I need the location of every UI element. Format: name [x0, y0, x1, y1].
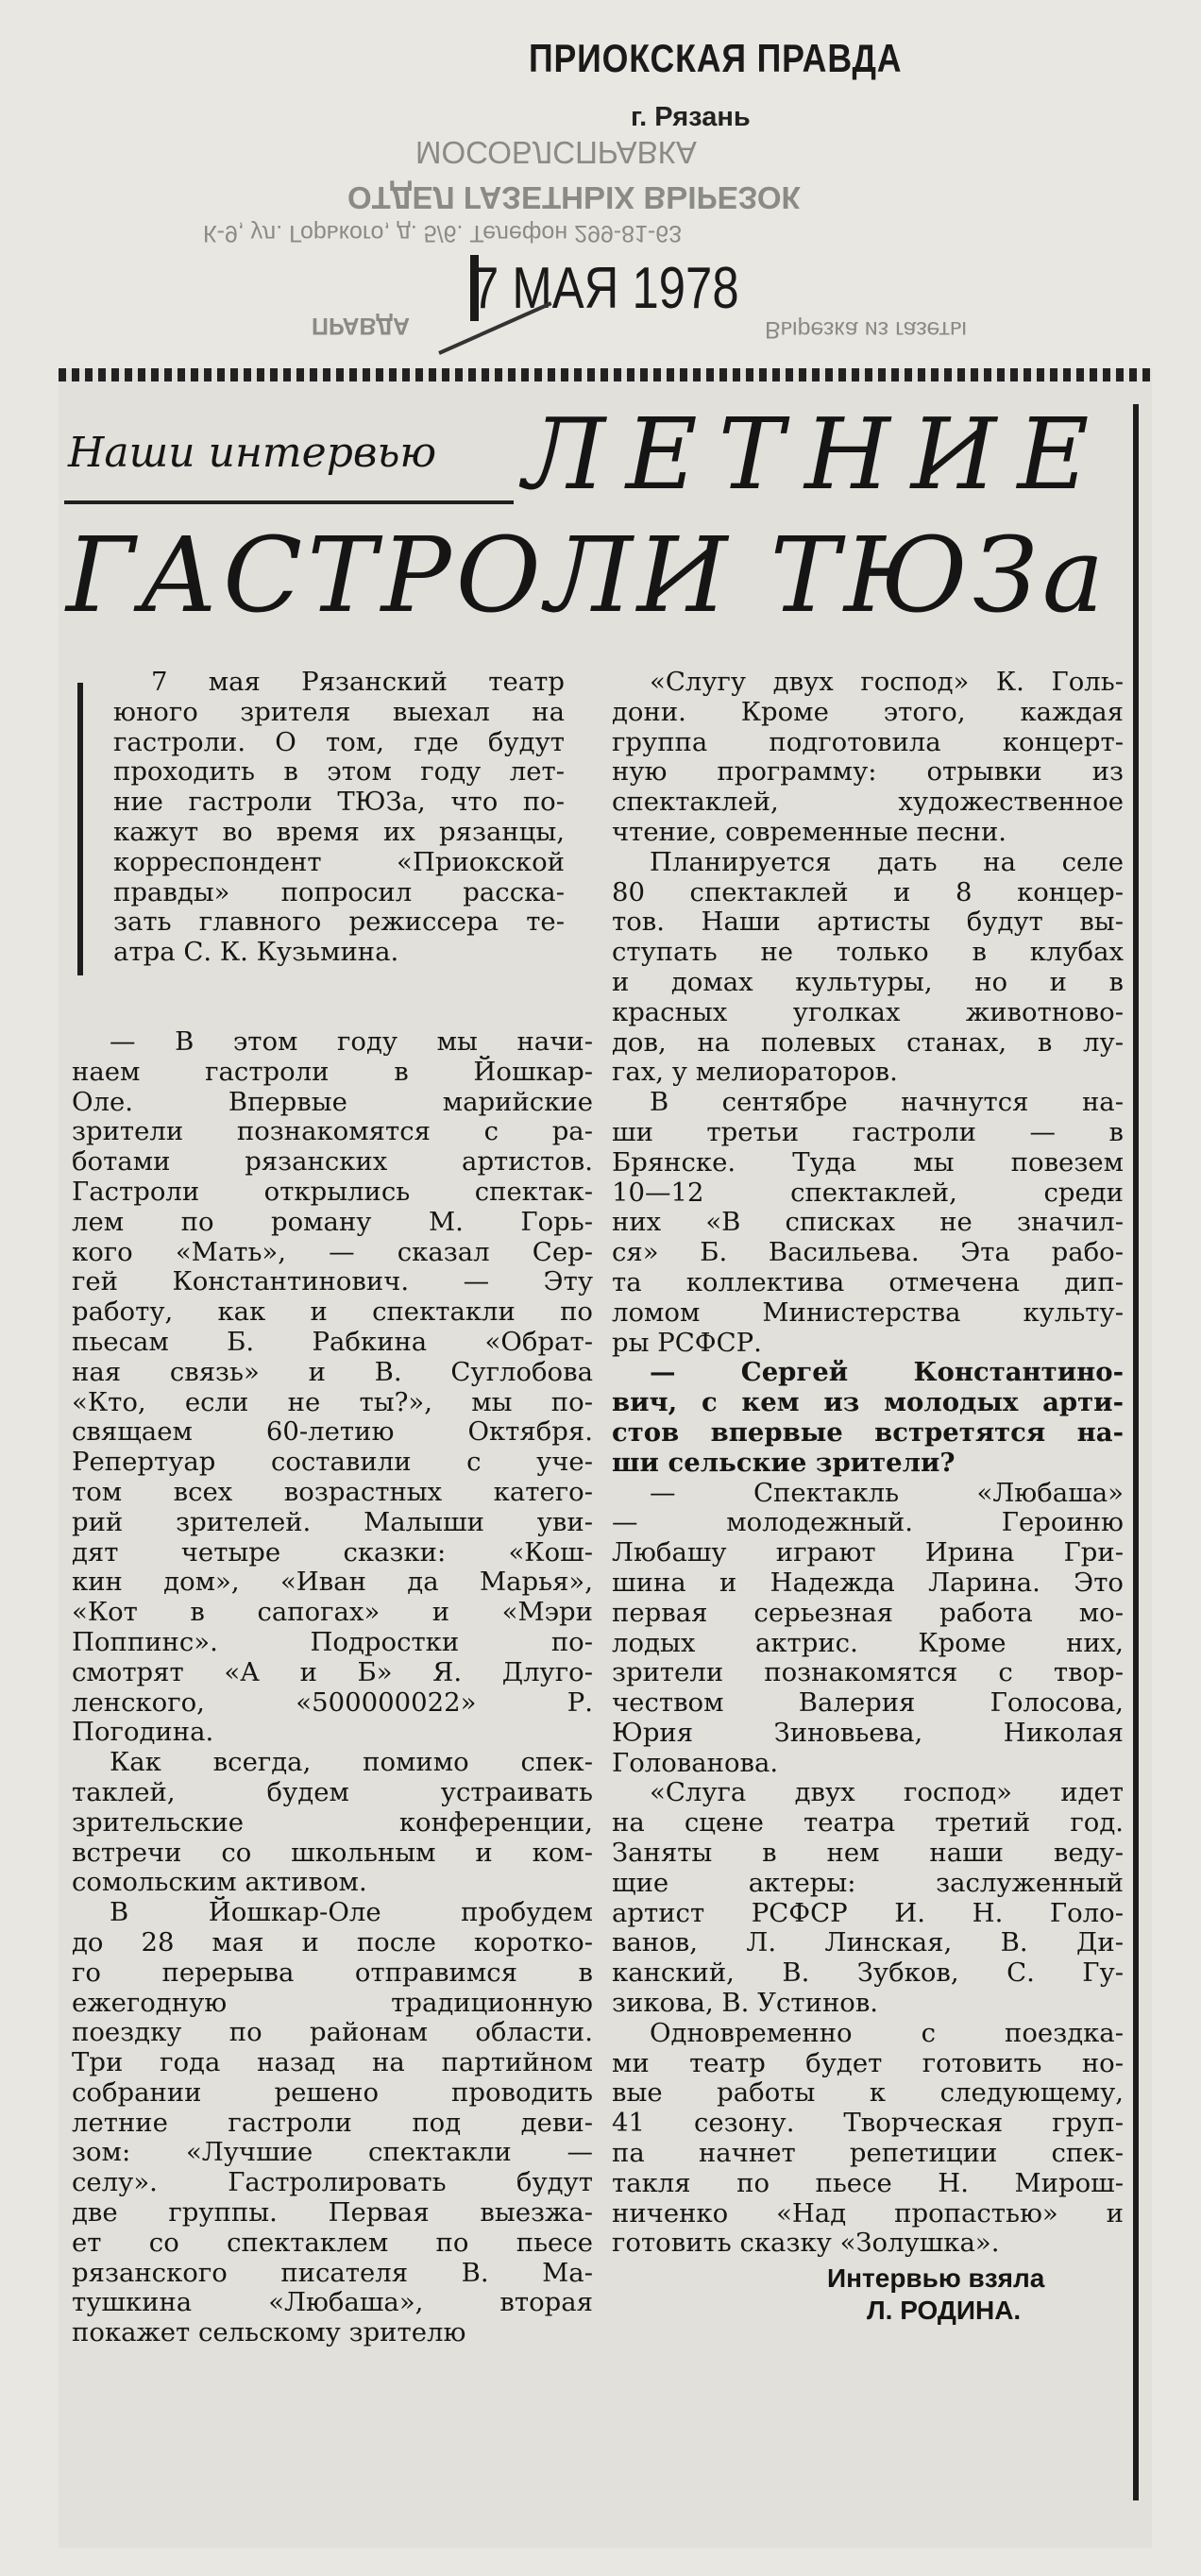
article-column-right	[612, 668, 1124, 2327]
text-line: па начнет репетиции спек-	[612, 2138, 1124, 2169]
text-line: свящаем 60-летию Октября.	[72, 1416, 593, 1448]
text-line: Планируется дать на селе	[650, 846, 1124, 877]
text-line: зикова, В. Устинов.	[612, 1988, 879, 2019]
text-line: артист РСФСР И. Н. Голо-	[612, 1897, 1124, 1928]
text-line: Любашу играют Ирина Гри-	[612, 1537, 1124, 1568]
text-line: проходить в этом году лет-	[113, 756, 565, 788]
text-line: канский, В. Зубков, С. Гу-	[612, 1957, 1124, 1989]
text-line: пьесам Б. Рабкина «Обрат-	[72, 1326, 593, 1357]
text-line: группа подготовила концерт-	[612, 726, 1124, 757]
text-line: — Сергей Константино-	[650, 1357, 1124, 1388]
text-line: Три года назад на партийном	[72, 2047, 593, 2078]
department-name-mirrored: ОТДЕЛ ГАЗЕТНЫХ ВЫРЕЗОК	[347, 180, 801, 215]
text-line: ная связь» и В. Суглобова	[72, 1356, 593, 1387]
text-line: 7 мая Рязанский театр	[151, 667, 565, 697]
article-paragraph	[72, 1748, 593, 1898]
text-line: Поппинс». Подростки по-	[72, 1626, 593, 1657]
text-line: первая серьезная работа мо-	[612, 1597, 1124, 1628]
text-line: ры РСФСР.	[612, 1327, 762, 1358]
text-line: собрании решено проводить	[72, 2076, 593, 2108]
text-line: кин дом», «Иван да Марья»,	[72, 1567, 593, 1598]
text-line: чтение, современные песни.	[612, 816, 1007, 847]
headline-line-2: ГАСТРОЛИ ТЮЗа	[66, 515, 1109, 636]
text-line: Оле. Впервые марийские	[72, 1086, 593, 1117]
agency-name-mirrored: МОСОБЛСПРАВКА	[415, 135, 697, 170]
text-line: ниченко «Над пропастью» и	[612, 2197, 1124, 2229]
text-line: лем по роману М. Горь-	[72, 1206, 593, 1237]
clipping-label-mirrored: Вырезка из газеты	[765, 316, 967, 343]
text-line: В Йошкар-Оле пробудем	[110, 1897, 593, 1928]
text-line: ние гастроли ТЮЗа, что по-	[113, 787, 565, 818]
article-clipping	[59, 368, 1152, 2548]
perforated-edge	[59, 368, 1152, 381]
text-line: такля по пьесе Н. Мирош-	[612, 2167, 1124, 2198]
text-line: гах, у мелиораторов.	[612, 1057, 898, 1088]
newspaper-city: г. Рязань	[631, 102, 751, 132]
text-line: встречи со школьным и ком-	[72, 1837, 593, 1868]
text-line: дов, на полевых станах, в лу-	[612, 1026, 1124, 1058]
column-rule	[1133, 404, 1139, 2500]
text-line: ежегодную традиционную	[72, 1987, 593, 2018]
text-line: ши сельские зрители?	[612, 1447, 956, 1478]
article-paragraph	[72, 1027, 593, 1748]
byline-caption: Интервью взяла	[827, 2263, 1045, 2294]
text-line: та коллектива отмечена дип-	[612, 1266, 1124, 1297]
text-line: ши третьи гастроли — в	[612, 1116, 1124, 1147]
text-line: ванов, Л. Линская, В. Ди-	[612, 1927, 1124, 1958]
intro-marker-bar	[77, 683, 83, 975]
article-column-left	[72, 1027, 593, 2348]
article-paragraph	[612, 1358, 1124, 1478]
article-paragraph	[612, 1778, 1124, 2018]
text-line: ломом Министерства культу-	[612, 1296, 1124, 1328]
clipping-date: 7 МАЯ 1978	[472, 256, 739, 321]
headline-line-1: ЛЕТНИЕ	[523, 397, 1110, 512]
text-line: поездку по районам области.	[72, 2017, 593, 2048]
agency-address-mirrored: К-9, ул. Горького, д. 5/6. Телефон 299-81-63	[203, 220, 683, 246]
text-line: зать главного режиссера те-	[113, 907, 565, 938]
text-line: атра С. К. Кузьмина.	[113, 937, 399, 968]
text-line: В сентябре начнутся на-	[650, 1087, 1124, 1118]
text-line: — молодежный. Героиню	[612, 1507, 1124, 1538]
byline	[612, 2262, 1124, 2327]
text-line: Голованова.	[612, 1747, 779, 1778]
text-line: рязанского писателя В. Ма-	[72, 2257, 593, 2288]
text-line: смотрят «А и Б» Я. Длуго-	[72, 1656, 593, 1687]
article-paragraph	[612, 1479, 1124, 1779]
text-line: дони. Кроме этого, каждая	[612, 696, 1124, 727]
text-line: «Кто, если не ты?», мы по-	[72, 1386, 593, 1417]
text-line: ся» Б. Васильева. Эта рабо-	[612, 1237, 1124, 1268]
text-line: го перерыва отправимся в	[72, 1957, 593, 1988]
text-line: Погодина.	[72, 1717, 214, 1748]
rubric-label: Наши интервью	[68, 429, 437, 477]
text-line: покажет сельскому зрителю	[72, 2317, 466, 2348]
text-line: наем гастроли в Йошкар-	[72, 1056, 593, 1087]
text-line: кажут во время их рязанцы,	[113, 816, 565, 847]
text-line: Юрия Зиновьева, Николая	[612, 1717, 1124, 1748]
text-line: Репертуар составили с уче-	[72, 1447, 593, 1478]
article-paragraph	[612, 2019, 1124, 2259]
text-line: 10—12 спектаклей, среди	[612, 1177, 1124, 1208]
text-line: ступать не только в клубах	[612, 937, 1124, 968]
text-line: ми театр будет готовить но-	[612, 2047, 1124, 2078]
text-line: рий зрителей. Малыши уви-	[72, 1506, 593, 1537]
text-line: зрительские конференции,	[72, 1806, 593, 1838]
text-line: Брянске. Туда мы повезем	[612, 1146, 1124, 1178]
text-line: — Спектакль «Любаша»	[650, 1477, 1124, 1508]
article-paragraph	[612, 848, 1124, 1088]
text-line: лодых актрис. Кроме них,	[612, 1627, 1124, 1658]
article-paragraph	[612, 1088, 1124, 1358]
text-line: ленского, «500000022» Р.	[72, 1686, 593, 1718]
text-line: красных уголках животново-	[612, 996, 1124, 1027]
text-line: зрители познакомятся с твор-	[612, 1657, 1124, 1688]
text-line: тов. Наши артисты будут вы-	[612, 907, 1124, 938]
text-line: вые работы к следующему,	[612, 2077, 1124, 2109]
text-line: том всех возрастных катего-	[72, 1476, 593, 1507]
text-line: зрители познакомятся с ра-	[72, 1116, 593, 1147]
text-line: юного зрителя выехал на	[113, 696, 565, 727]
text-line: кого «Мать», — сказал Сер-	[72, 1236, 593, 1267]
text-line: Как всегда, помимо спек-	[110, 1747, 593, 1778]
text-line: «Кот в сапогах» и «Мэри	[72, 1597, 593, 1628]
byline-author: Л. РОДИНА.	[867, 2296, 1022, 2326]
text-line: ет со спектаклем по пьесе	[72, 2227, 593, 2258]
article-intro	[113, 668, 565, 968]
newspaper-name: ПРИОКСКАЯ ПРАВДА	[529, 36, 903, 80]
text-line: работу, как и спектакли по	[72, 1296, 593, 1328]
text-line: гей Константинович. — Эту	[72, 1266, 593, 1297]
text-line: тушкина «Любаша», вторая	[72, 2287, 593, 2318]
text-line: готовить сказку «Золушка».	[612, 2228, 1000, 2259]
text-line: до 28 мая и после коротко-	[72, 1926, 593, 1957]
text-line: ботами рязанских артистов.	[72, 1146, 593, 1178]
text-line: и домах культуры, но и в	[612, 966, 1124, 997]
clipping-stamp	[0, 0, 1201, 373]
text-line: Заняты в нем наши веду-	[612, 1838, 1124, 1869]
article-paragraph	[612, 668, 1124, 848]
text-line: 41 сезону. Творческая груп-	[612, 2108, 1124, 2139]
paper-name-mirrored: ПРАВДА	[312, 313, 411, 339]
text-line: ную программу: отрывки из	[612, 756, 1124, 788]
article-paragraph	[72, 1898, 593, 2348]
text-line: них «В списках не значил-	[612, 1207, 1124, 1238]
text-line: гастроли. О том, где будут	[113, 726, 565, 757]
text-line: Гастроли открылись спектак-	[72, 1176, 593, 1207]
text-line: шина и Надежда Ларина. Это	[612, 1567, 1124, 1598]
text-line: вич, с кем из молодых арти-	[612, 1387, 1124, 1418]
text-line: щие актеры: заслуженный	[612, 1867, 1124, 1898]
text-line: зом: «Лучшие спектакли —	[72, 2137, 593, 2168]
text-line: Одновременно с поездка-	[650, 2017, 1124, 2048]
text-line: корреспондент «Приокской	[113, 846, 565, 877]
rubric-underline	[64, 500, 514, 504]
text-line: спектаклей, художественное	[612, 787, 1124, 818]
text-line: на сцене театра третий год.	[612, 1807, 1124, 1839]
text-line: правды» попросил расска-	[113, 876, 565, 907]
text-line: селу». Гастролировать будут	[72, 2167, 593, 2198]
text-line: «Слуга двух господ» идет	[650, 1777, 1124, 1808]
text-line: стов впервые встретятся на-	[612, 1416, 1124, 1448]
text-line: летние гастроли под деви-	[72, 2107, 593, 2138]
text-line: сомольским активом.	[72, 1867, 367, 1898]
text-line: — В этом году мы начи-	[110, 1026, 593, 1057]
text-line: 80 спектаклей и 8 концер-	[612, 876, 1124, 907]
text-line: «Слугу двух господ» К. Голь-	[650, 667, 1124, 697]
text-line: две группы. Первая выезжа-	[72, 2197, 593, 2229]
text-line: дят четыре сказки: «Кош-	[72, 1536, 593, 1568]
text-line: чеством Валерия Голосова,	[612, 1687, 1124, 1719]
text-line: таклей, будем устраивать	[72, 1776, 593, 1807]
